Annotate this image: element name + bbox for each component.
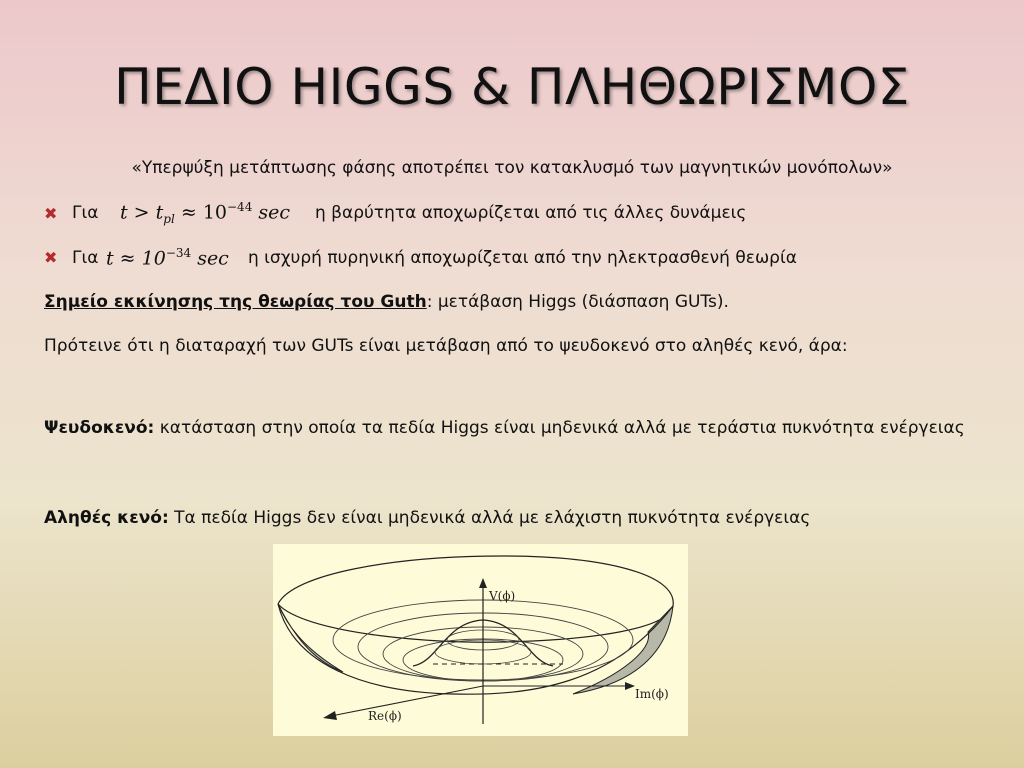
v-axis-arrow xyxy=(479,578,487,588)
false-vacuum-text: κατάσταση στην οποία τα πεδία Higgs είναι μηδενικά αλλά με τεράστια πυκνότητα ενέργειας xyxy=(154,418,965,438)
potential-wall-right xyxy=(573,606,673,694)
im-axis-arrow xyxy=(625,682,635,690)
bullet-text: η βαρύτητα αποχωρίζεται από τις άλλες δυνάμεις xyxy=(315,203,747,224)
x-mark-icon: ✖ xyxy=(44,203,58,223)
bullet-prefix: Για xyxy=(72,203,99,224)
quote-text: «Υπερψύξη μετάπτωσης φάσης αποτρέπει τον κατακλυσμό των μαγνητικών μονόπολων» xyxy=(131,158,893,178)
mexican-hat-potential xyxy=(273,544,688,736)
v-axis-label: V(ϕ) xyxy=(489,589,516,603)
starting-point-label: Σημείο εκκίνησης της θεωρίας του Guth xyxy=(44,292,427,312)
false-vacuum-paragraph xyxy=(44,410,990,446)
gut-time-formula: $t \approx 10^{-34}$ sec xyxy=(106,246,229,270)
re-axis-label: Re(ϕ) xyxy=(368,709,402,723)
true-vacuum-text: Τα πεδία Higgs δεν είναι μηδενικά αλλά με ελάχιστη πυκνότητα ενέργειας xyxy=(168,508,811,528)
re-axis-arrow xyxy=(323,711,337,720)
bullet-text: η ισχυρή πυρηνική αποχωρίζεται από την ηλεκτρασθενή θεωρία xyxy=(248,247,797,268)
bullet-prefix: Για xyxy=(72,247,99,268)
page-title: ΠΕΔΙΟ HIGGS & ΠΛΗΘΩΡΙΣΜΟΣ xyxy=(114,58,910,116)
true-vacuum-paragraph xyxy=(44,500,990,536)
starting-point-text: : μετάβαση Higgs (διάσπαση GUTs). xyxy=(426,292,729,312)
potential-rim-back xyxy=(278,556,673,606)
false-vacuum-label: Ψευδοκενό: xyxy=(44,418,155,438)
planck-time-formula: $t > t_{pl} \approx 10^{-44}$ sec xyxy=(120,200,291,227)
x-mark-icon: ✖ xyxy=(44,248,58,268)
bullet-strong xyxy=(44,246,797,269)
im-axis-label: Im(ϕ) xyxy=(635,687,669,701)
proposal-paragraph: Πρότεινε ότι η διαταραχή των GUTs είναι μετάβαση από το ψευδοκενό στο αληθές κενό, άρα: xyxy=(44,336,848,356)
higgs-potential-figure xyxy=(273,544,688,736)
true-vacuum-label: Αληθές κενό: xyxy=(44,508,169,528)
bullet-gravity xyxy=(44,200,746,226)
starting-point-line xyxy=(44,284,990,320)
potential-rim-front xyxy=(278,604,673,642)
